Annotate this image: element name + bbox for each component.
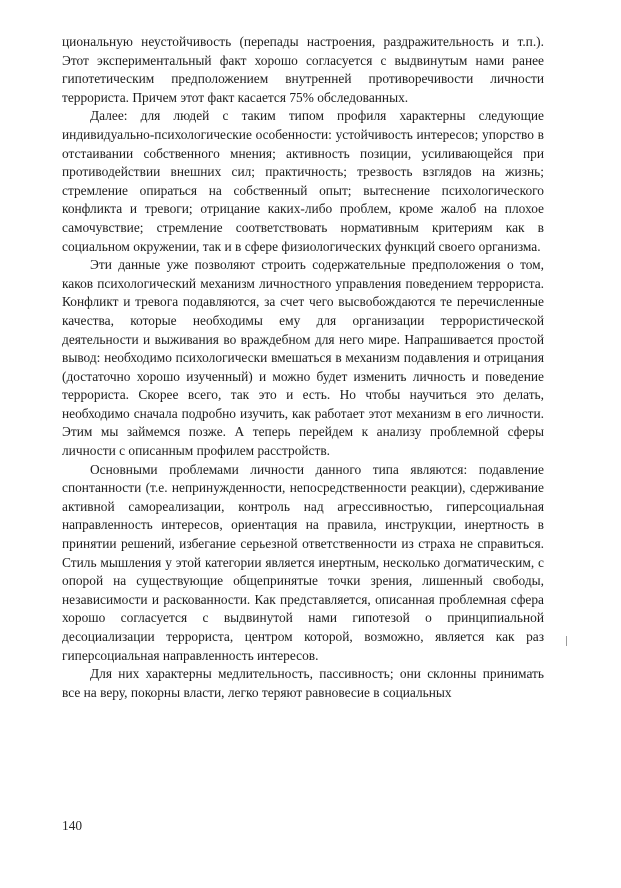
paragraph-personality-traits: Далее: для людей с таким типом профиля характерны следующие индивидуально-психологические особенности: устойчивость интересов; упорство в отстаивании собственного мнения; активность позиции, усиливающейся при противодействии внешних сил; практичность; трезвость взглядов на жизнь; стремление опираться на собственный опыт; вытеснение психологического конфликта и тревоги; отрицание каких-либо проблем, кроме жалоб на плохое самочувствие; стремление соответствовать нормативным критериям как в социальном окружении, так и в сфере физиологических функций своего организма.: [62, 108, 544, 254]
paragraph-psychological-mechanism: Эти данные уже позволяют строить содержательные предположения о том, каков психологический механизм личностного управления поведением террориста. Конфликт и тревога подавляются, за счет чего высвобождаются те перечисленные качества, которые необходимы ему для организации террористической деятельности и выживания во враждебном для него мире. Напрашивается простой вывод: необходимо психологически вмешаться в механизм подавления и отрицания (достаточно хорошо изученный) и можно будет изменить личность и поведение террориста. Скорее всего, так это и есть. Но чтобы научиться это делать, необходимо сначала подробно изучить, как работает этот механизм в его личности. Этим мы займемся позже. А теперь перейдем к анализу проблемной сферы личности с описанным профилем расстройств.: [62, 257, 544, 459]
margin-mark: [566, 636, 567, 646]
page-body: [62, 33, 544, 702]
paragraph-characteristics: Для них характерны медлительность, пассивность; они склонны принимать все на веру, покорны власти, легко теряют равновесие в социальных: [62, 666, 544, 700]
page-number: 140: [62, 818, 83, 833]
paragraph-continuation: циональную неустойчивость (перепады настроения, раздражительность и т.п.). Этот экспериментальный факт хорошо согласуется с выдвинутым нами ранее гипотетическим предположением внутренней противоречивости личности террориста. Причем этот факт касается 75% обследованных.: [62, 34, 544, 105]
paragraph-main-problems: Основными проблемами личности данного типа являются: подавление спонтанности (т.е. непринужденности, непосредственности реакции), сдерживание активной самореализации, контроль над агрессивностью, гиперсоциальная направленность интересов, ориентация на правила, инструкции, инертность в принятии решений, избегание серьезной ответственности из страха не справиться. Стиль мышления у этой категории является инертным, несколько догматическим, с опорой на существующие общепринятые точки зрения, лишенный свободы, независимости и раскованности. Как представляется, описанная проблемная сфера хорошо согласуется с выдвинутой нами гипотезой о принципиальной десоциализации террориста, центром которой, возможно, является как раз гиперсоциальная направленность интересов.: [62, 461, 544, 663]
